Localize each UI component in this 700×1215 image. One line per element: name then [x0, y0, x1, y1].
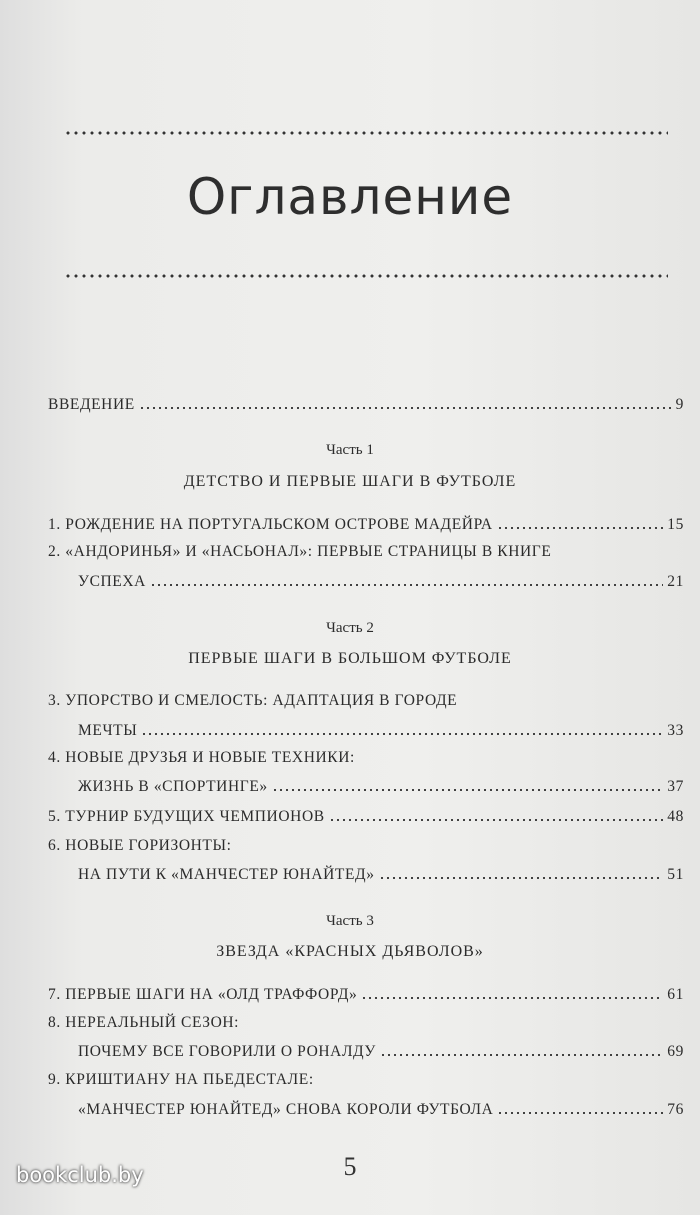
chapter-title-continued: УСПЕХА — [78, 573, 146, 590]
toc-page-number: 37 — [667, 778, 684, 795]
bottom-dotted-rule — [64, 274, 668, 278]
toc-entry-chapter-2 — [78, 573, 684, 591]
dot-leader — [141, 732, 663, 736]
dot-leader — [361, 996, 663, 1000]
chapter-title: 8. НЕРЕАЛЬНЫЙ СЕЗОН: — [48, 1014, 240, 1031]
chapter-title-continued: МЕЧТЫ — [78, 722, 138, 739]
part-title: ДЕТСТВО И ПЕРВЫЕ ШАГИ В ФУТБОЛЕ — [183, 473, 517, 490]
toc-entry-chapter-4 — [78, 778, 684, 796]
toc-entry-label: ВВЕДЕНИЕ — [48, 396, 135, 413]
toc-entry-chapter-3 — [78, 722, 684, 740]
dot-leader — [139, 406, 672, 410]
part-label: Часть 2 — [326, 620, 374, 636]
watermark: bookclub.by — [16, 1163, 144, 1187]
toc-page-number: 51 — [667, 866, 684, 883]
chapter-title: 9. КРИШТИАНУ НА ПЬЕДЕСТАЛЕ: — [48, 1071, 314, 1088]
chapter-title: 7. ПЕРВЫЕ ШАГИ НА «ОЛД ТРАФФОРД» — [48, 986, 358, 1003]
dot-leader — [379, 876, 664, 880]
page-number: 5 — [343, 1152, 357, 1181]
toc-entry-chapter-1 — [48, 516, 684, 534]
chapter-title: 6. НОВЫЕ ГОРИЗОНТЫ: — [48, 837, 232, 854]
chapter-title-continued: ПОЧЕМУ ВСЕ ГОВОРИЛИ О РОНАЛДУ — [78, 1043, 376, 1060]
toc-page-number: 33 — [667, 722, 684, 739]
toc-entry-intro — [48, 396, 684, 414]
toc-entry-chapter-7 — [48, 986, 684, 1004]
toc-page-number: 48 — [667, 808, 684, 825]
page-title: Оглавление — [186, 168, 514, 226]
toc-entry-chapter-5 — [48, 808, 684, 826]
toc-page-number: 61 — [667, 986, 684, 1003]
chapter-title: 3. УПОРСТВО И СМЕЛОСТЬ: АДАПТАЦИЯ В ГОРОДЕ — [48, 692, 458, 709]
chapter-title: 2. «АНДОРИНЬЯ» И «НАСЬОНАЛ»: ПЕРВЫЕ СТРАНИЦЫ В КНИГЕ — [48, 543, 552, 560]
chapter-title-continued: ЖИЗНЬ В «СПОРТИНГЕ» — [78, 778, 268, 795]
toc-page-number: 9 — [675, 396, 684, 413]
part-label: Часть 1 — [326, 442, 374, 458]
dot-leader — [380, 1053, 663, 1057]
top-dotted-rule — [64, 131, 668, 135]
dot-leader — [329, 818, 664, 822]
chapter-title: 4. НОВЫЕ ДРУЗЬЯ И НОВЫЕ ТЕХНИКИ: — [48, 749, 355, 766]
toc-entry-chapter-8 — [78, 1043, 684, 1061]
part-label: Часть 3 — [326, 913, 374, 929]
chapter-title: 5. ТУРНИР БУДУЩИХ ЧЕМПИОНОВ — [48, 808, 325, 825]
part-title: ПЕРВЫЕ ШАГИ В БОЛЬШОМ ФУТБОЛЕ — [188, 650, 512, 667]
toc-entry-chapter-6 — [78, 866, 684, 884]
dot-leader — [272, 788, 664, 792]
dot-leader — [497, 1111, 663, 1115]
toc-page-number: 15 — [667, 516, 684, 533]
part-title: ЗВЕЗДА «КРАСНЫХ ДЬЯВОЛОВ» — [216, 943, 484, 960]
toc-page-number: 21 — [667, 573, 684, 590]
chapter-title-continued: НА ПУТИ К «МАНЧЕСТЕР ЮНАЙТЕД» — [78, 866, 375, 883]
toc-page-number: 69 — [667, 1043, 684, 1060]
dot-leader — [150, 583, 663, 587]
chapter-title-continued: «МАНЧЕСТЕР ЮНАЙТЕД» СНОВА КОРОЛИ ФУТБОЛА — [78, 1101, 494, 1118]
chapter-title: 1. РОЖДЕНИЕ НА ПОРТУГАЛЬСКОМ ОСТРОВЕ МАДЕЙРА — [48, 516, 493, 533]
toc-entry-chapter-9 — [78, 1101, 684, 1119]
dot-leader — [497, 526, 664, 530]
toc-page-number: 76 — [667, 1101, 684, 1118]
